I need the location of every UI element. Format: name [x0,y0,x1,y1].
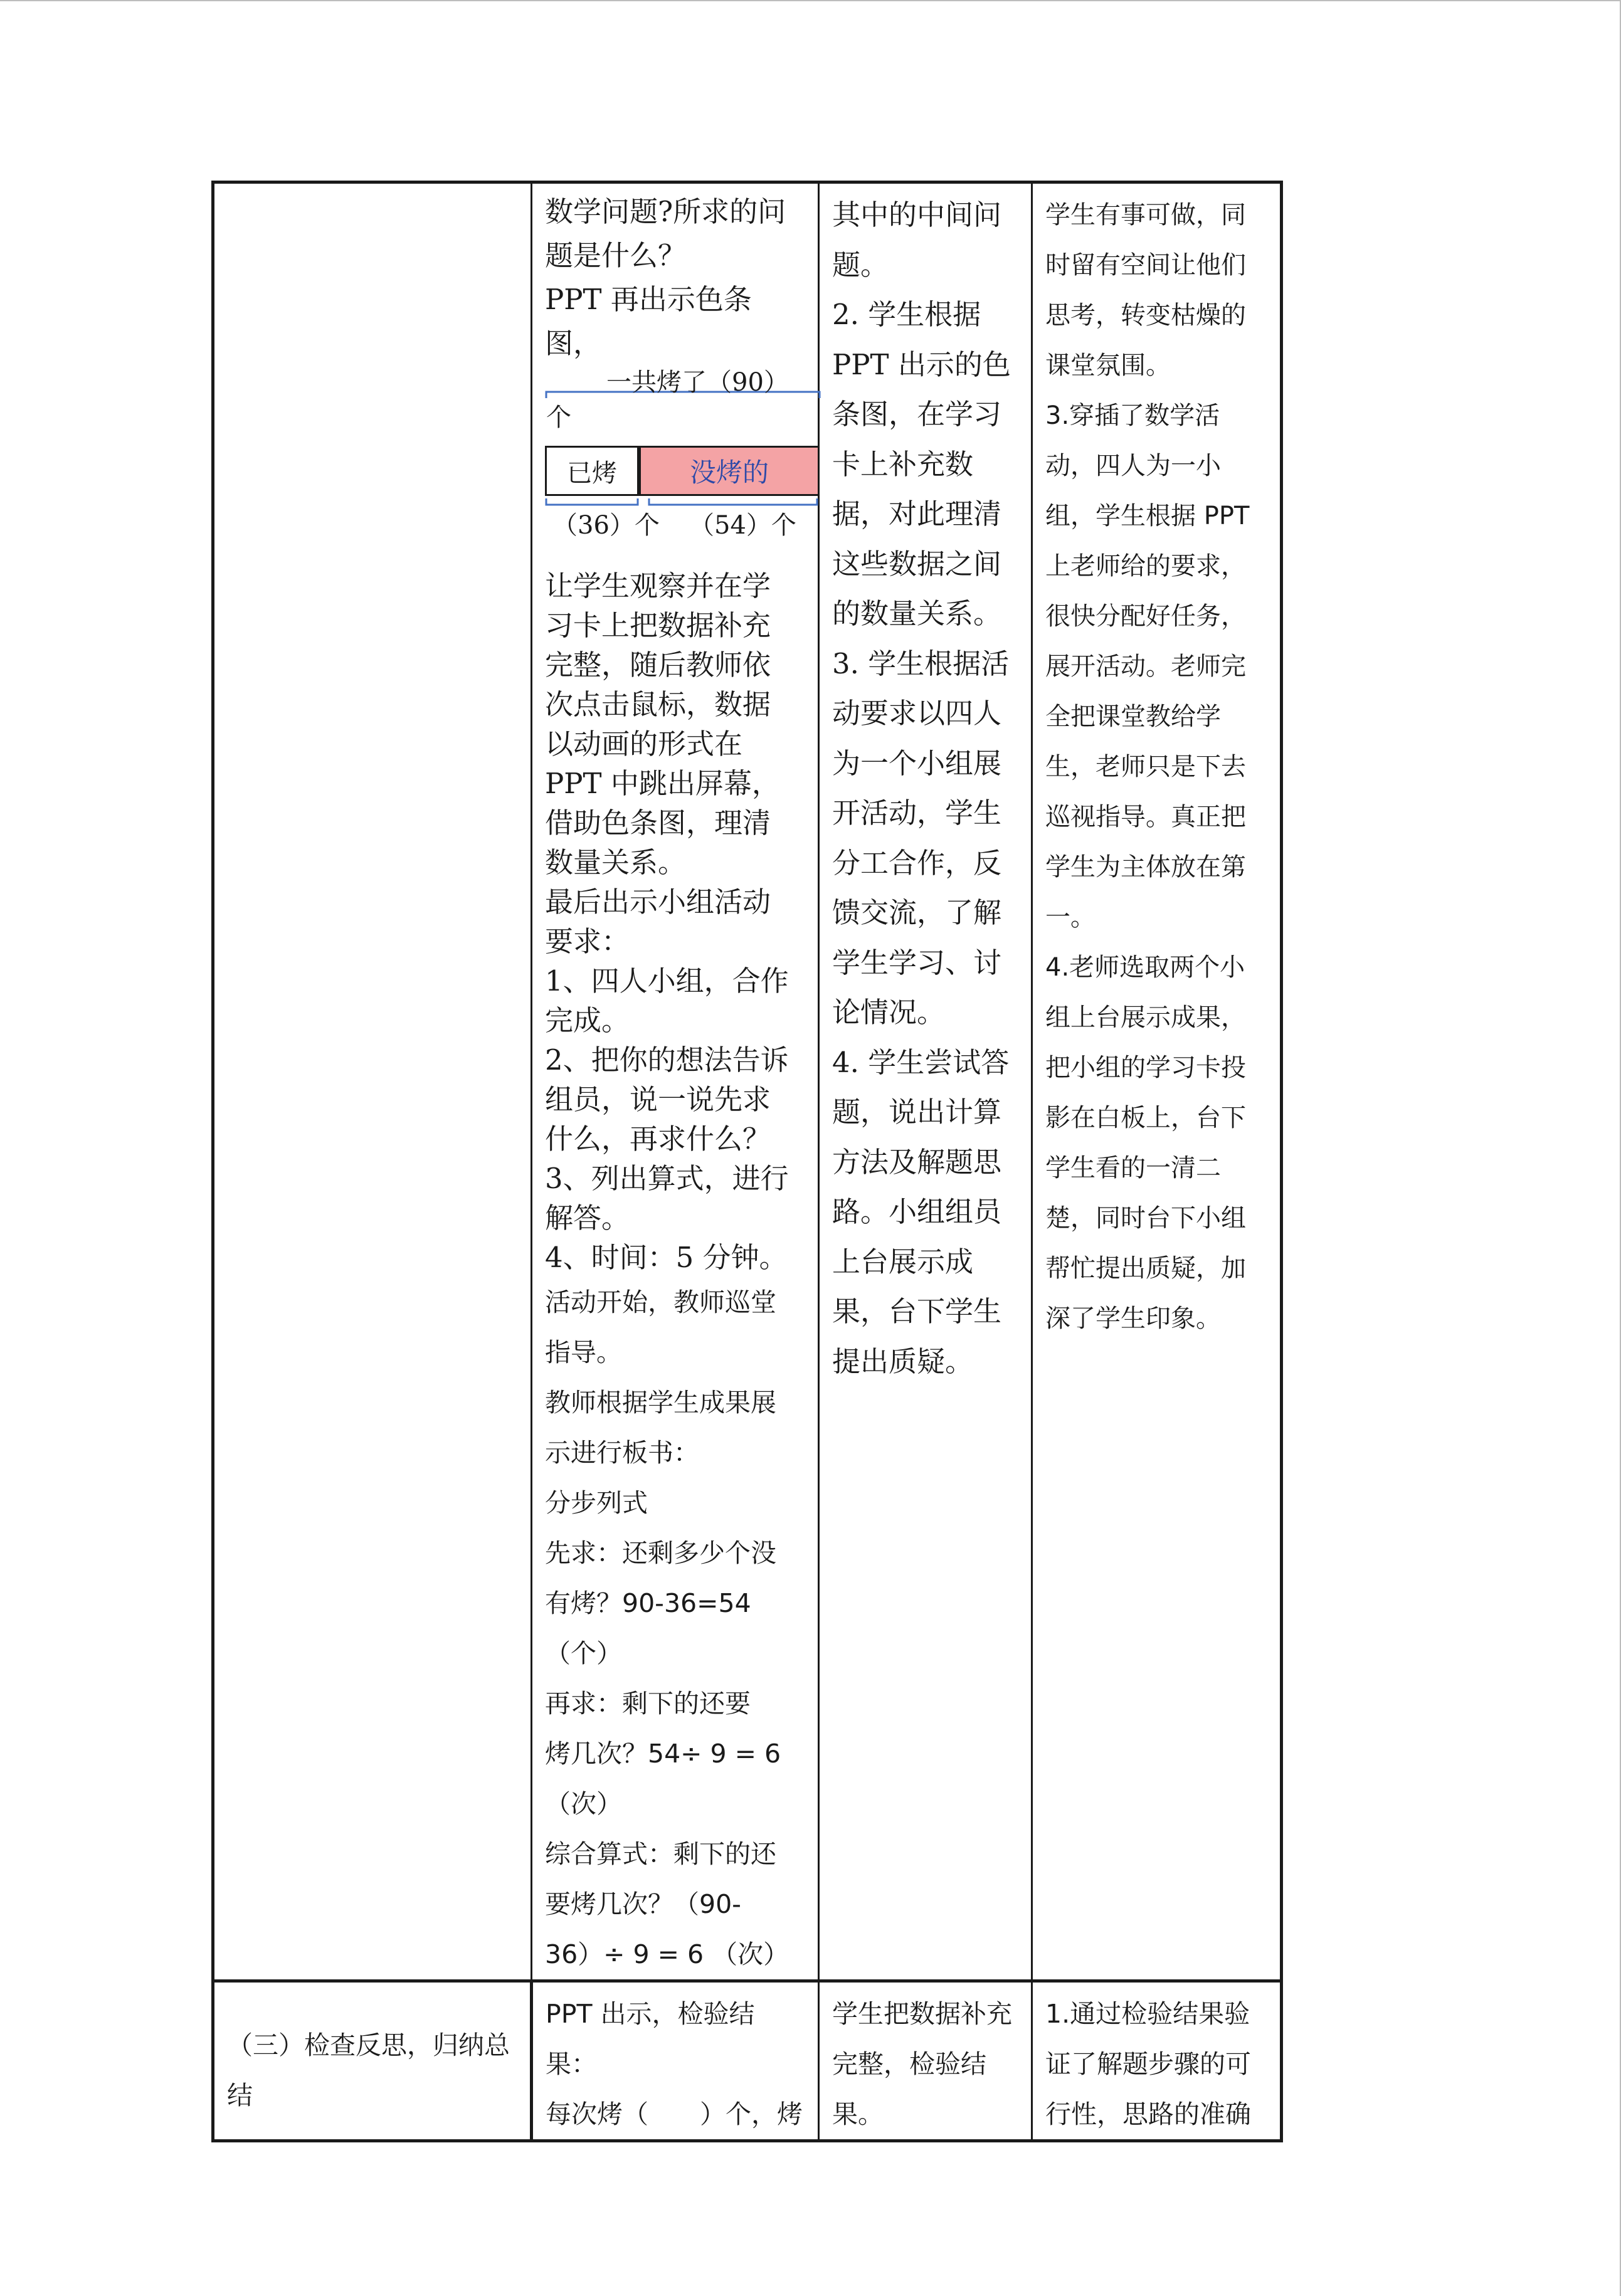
text-line: 2、把你的想法告诉 [545,1043,789,1077]
text-line: 分工合作，反 [832,846,1002,880]
stage-cell [213,182,532,1981]
text-line: 为一个小组展 [832,746,1002,780]
text-line: 4. 学生尝试答 [832,1045,1010,1079]
teacher-text-block [533,1983,818,2139]
teacher-text-block-c [545,1277,806,1979]
text-line: 全把课堂教给学 [1045,702,1221,731]
text-line: 完整，检验结 [832,2049,986,2079]
text-line: 馈交流，了解 [832,896,1002,929]
diagram-done-count: （36）个 [552,511,660,540]
text-line: PPT 出示，检验结 [546,1999,755,2029]
text-line: 巡视指导。真正把 [1045,803,1246,831]
lesson-plan-table [211,181,1283,2142]
stage-title [214,1983,530,2120]
text-line: 每次烤（ ）个，烤 [546,2099,803,2129]
text-line: （次） [545,1789,622,1819]
text-line: 次点击鼠标，数据 [545,688,771,721]
text-line: 上台展示成 [832,1245,974,1278]
text-line: 方法及解题思 [832,1145,1002,1179]
text-line: 活动开始，教师巡堂 [545,1287,776,1317]
teacher-activity-cell [532,182,819,1981]
text-line: 深了学生印象。 [1045,1304,1221,1333]
text-line: 结 [227,2080,253,2110]
student-activity-cell [819,182,1032,1981]
text-line: 教师根据学生成果展 [545,1388,776,1418]
teacher-text-block-a [545,190,806,366]
table-row [213,1981,1282,2141]
text-line: 动要求以四人 [832,697,1002,730]
text-line: 再求：剩下的还要 [545,1688,751,1719]
teacher-activity-cell [532,1981,819,2141]
text-line: 其中的中间问 [832,198,1002,231]
text-line: 课堂氛围。 [1045,351,1171,380]
bar-done-segment: 已烤 [545,446,639,496]
diagram-todo-count: （54）个 [689,511,796,540]
text-line: 分步列式 [545,1488,648,1518]
text-line: 楚，同时台下小组 [1045,1204,1246,1233]
text-line: （三）检查反思，归纳总 [227,2030,510,2060]
text-line: 什么，再求什么？ [545,1122,771,1156]
design-intent-cell [1032,182,1282,1981]
text-line: 完成。 [545,1004,630,1037]
text-line: 让学生观察并在学 [545,569,771,603]
text-line: 图， [545,327,602,360]
text-line: 学生学习、讨 [832,945,1002,979]
text-line: 组，学生根据 PPT [1045,502,1250,530]
text-line: PPT 中跳出屏幕， [545,767,780,800]
done-brace [546,498,638,505]
intent-text-block [1033,1983,1280,2139]
text-line: （个） [545,1638,622,1668]
text-line: 3、列出算式，进行 [545,1162,789,1195]
teacher-text-block-b [545,566,806,1277]
color-bar-diagram [544,366,821,566]
text-line: 的数量关系。 [832,597,1002,630]
diagram-total-label: 一共烤了（90） [606,368,789,397]
text-line: 学生把数据补充 [832,1999,1012,2029]
text-line: 综合算式：剩下的还 [545,1839,776,1869]
text-line: 开活动，学生 [832,796,1002,829]
text-line: 卡上补充数 [832,447,974,481]
text-line: 借助色条图，理清 [545,806,771,840]
text-line: 路。小组组员 [832,1195,1002,1228]
text-line: 要求： [545,925,630,958]
text-line: 这些数据之间 [832,547,1002,581]
text-line: 果。 [832,2099,884,2129]
text-line: 36）÷ 9 = 6 （次） [545,1939,789,1969]
bar-todo-segment: 没烤的 [639,446,820,496]
text-line: 要烤几次？（90- [545,1889,741,1919]
intent-text-block [1033,184,1280,1344]
text-line: 提出质疑。 [832,1344,974,1378]
text-line: 展开活动。老师完 [1045,652,1246,681]
text-line: 生，老师只是下去 [1045,752,1246,781]
text-line: 4.老师选取两个小 [1045,953,1245,982]
text-line: 把小组的学习卡投 [1045,1053,1246,1082]
stage-cell [213,1981,532,2141]
text-line: 完整，随后教师依 [545,648,771,682]
text-line: 数学问题?所求的问 [545,195,786,228]
text-line: 4、时间：5 分钟。 [545,1241,788,1274]
student-text-block [820,1983,1031,2139]
text-line: 示进行板书： [545,1438,699,1468]
text-line: 果，台下学生 [832,1295,1002,1328]
text-line: 解答。 [545,1201,630,1235]
student-activity-cell [819,1981,1032,2141]
text-line: 学生有事可做，同 [1045,201,1246,229]
text-line: 烤几次？54÷ 9 = 6 [545,1739,781,1769]
text-line: 动，四人为一小 [1045,451,1221,480]
text-line: 上老师给的要求， [1045,552,1246,581]
text-line: 条图，在学习 [832,398,1002,431]
text-line: 题。 [832,248,889,282]
text-line: 很快分配好任务， [1045,602,1246,631]
text-line: 行性，思路的准确 [1045,2099,1251,2129]
text-line: 论情况。 [832,996,946,1029]
table-row [213,182,1282,1981]
text-line: 影在白板上，台下 [1045,1103,1246,1132]
text-line: PPT 出示的色 [832,347,1011,381]
text-line: 指导。 [545,1337,622,1367]
text-line: 学生为主体放在第 [1045,853,1246,882]
text-line: 题是什么？ [545,239,687,272]
text-line: 学生看的一清二 [1045,1154,1221,1182]
text-line: 帮忙提出质疑，加 [1045,1254,1246,1283]
text-line: 数量关系。 [545,846,687,879]
text-line: 以动画的形式在 [545,727,743,761]
text-line: 3. 学生根据活 [832,646,1010,680]
student-text-block [820,184,1031,1386]
text-line: 思考，转变枯燥的 [1045,301,1246,330]
text-line: 一。 [1045,903,1096,932]
text-line: 组上台展示成果， [1045,1003,1246,1032]
text-line: 1.通过检验结果验 [1045,1999,1250,2029]
page-top-edge [0,0,1621,1]
todo-brace [649,498,817,505]
text-line: 组员，说一说先求 [545,1083,771,1116]
design-intent-cell [1032,1981,1282,2141]
text-line: 最后出示小组活动 [545,885,771,919]
text-line: 时留有空间让他们 [1045,251,1246,280]
text-line: 果： [546,2049,597,2079]
text-line: 习卡上把数据补充 [545,609,771,642]
text-line: 有烤？90-36=54 [545,1588,751,1618]
text-line: 据，对此理清 [832,497,1002,530]
text-line: PPT 再出示色条 [545,283,752,316]
text-line: 证了解题步骤的可 [1045,2049,1251,2079]
text-line: 1、四人小组，合作 [545,964,789,998]
text-line: 题，说出计算 [832,1095,1002,1129]
diagram-total-unit: 个 [546,403,571,432]
text-line: 2. 学生根据 [832,298,981,331]
text-line: 先求：还剩多少个没 [545,1538,776,1568]
text-line: 3.穿插了数学活 [1045,401,1220,430]
